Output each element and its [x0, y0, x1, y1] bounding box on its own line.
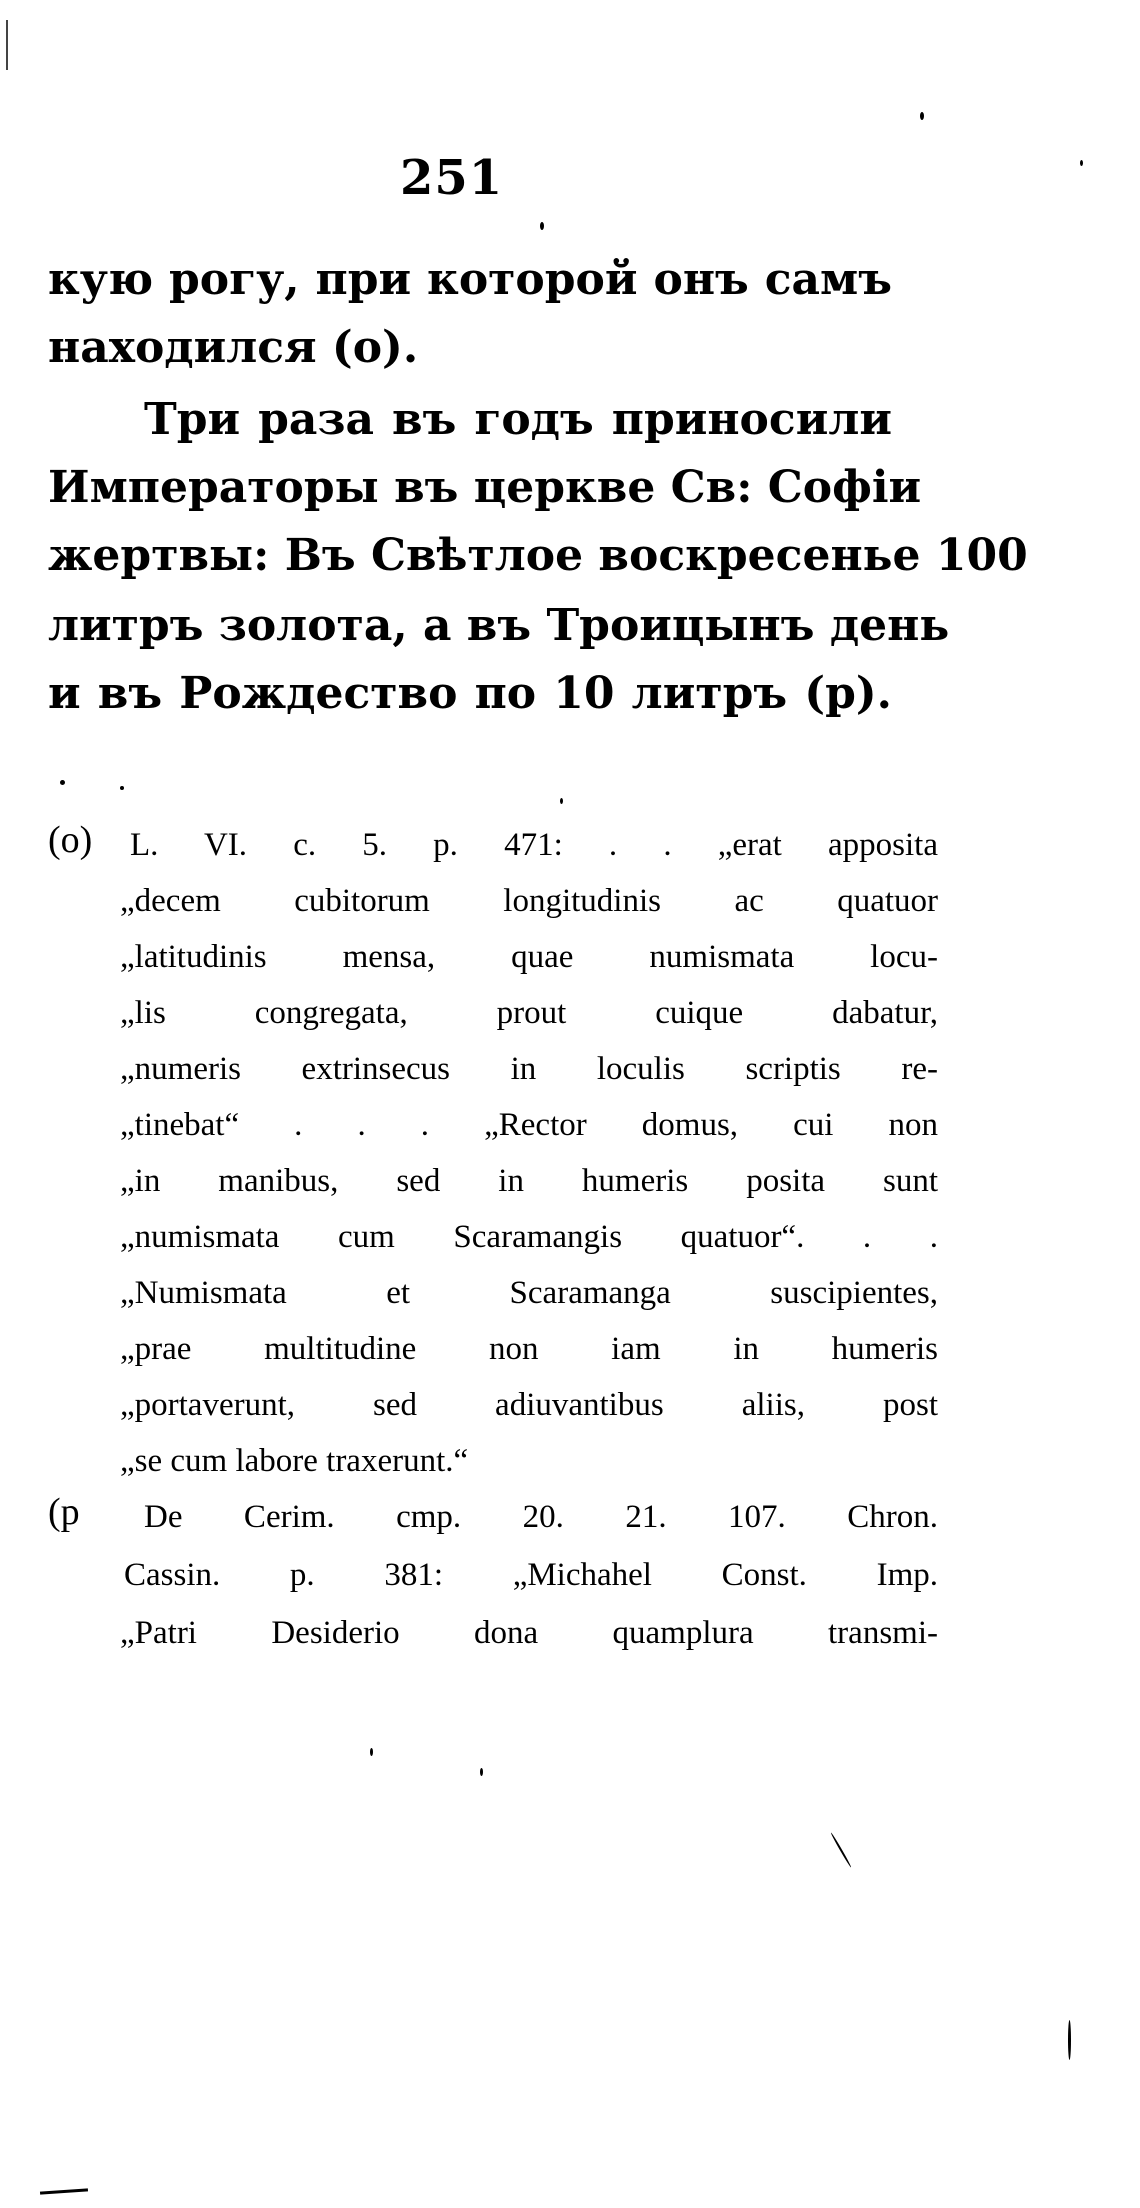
- scan-speck: [1068, 2020, 1071, 2060]
- footnote-line: Cassin. p. 381: „Michahel Const. Imp.: [124, 1557, 938, 1593]
- margin-rule: [6, 20, 8, 70]
- footnote-line: L. VI. c. 5. p. 471: . . „erat apposita: [130, 827, 938, 863]
- footnote-line: „prae multitudine non iam in humeris: [120, 1331, 938, 1367]
- scan-speck: [370, 1748, 373, 1756]
- main-text-line: находился (о).: [48, 322, 419, 373]
- footnote-line: „portaverunt, sed adiuvantibus aliis, post: [120, 1387, 938, 1423]
- scan-speck: [120, 786, 124, 790]
- main-text-line: Три раза въ годъ приносили: [144, 394, 892, 445]
- footnote-line: „latitudinis mensa, quae numismata locu-: [120, 939, 938, 975]
- scan-speck: [60, 780, 65, 785]
- footnote-line: „decem cubitorum longitudinis ac quatuor: [120, 883, 938, 919]
- main-text-line: и въ Рождество по 10 литръ (р).: [48, 668, 892, 719]
- scan-mark: [40, 2188, 88, 2194]
- footnote-line: „lis congregata, prout cuique dabatur,: [120, 995, 938, 1031]
- main-text-line: литръ золота, а въ Троицынъ день: [48, 600, 950, 651]
- footnote-line: „Numismata et Scaramanga suscipientes,: [120, 1275, 938, 1311]
- footnote-line: „in manibus, sed in humeris posita sunt: [120, 1163, 938, 1199]
- scan-speck: [480, 1768, 483, 1776]
- scan-speck: [560, 798, 563, 804]
- footnote-marker: (p: [48, 1491, 80, 1533]
- footnote-line: „tinebat“ . . . „Rector domus, cui non: [120, 1107, 938, 1143]
- scan-speck: [1080, 160, 1083, 166]
- scan-speck: [920, 112, 924, 120]
- footnote-line: De Cerim. cmp. 20. 21. 107. Chron.: [144, 1499, 938, 1535]
- scan-speck: [830, 1832, 852, 1868]
- main-text-line: жертвы: Въ Свѣтлое воскресенье 100: [48, 530, 1028, 581]
- footnote-line: „se cum labore traxerunt.“: [120, 1443, 469, 1479]
- footnote-marker: (o): [48, 819, 93, 861]
- footnote-line: „numismata cum Scaramangis quatuor“. . .: [120, 1219, 938, 1255]
- footnote-line: „Patri Desiderio dona quamplura transmi-: [120, 1615, 938, 1651]
- footnote-line: „numeris extrinsecus in loculis scriptis re-: [120, 1051, 938, 1087]
- page-number: 251: [400, 150, 504, 206]
- scan-speck: [540, 222, 544, 230]
- main-text-line: Императоры въ церкве Св: Софіи: [48, 462, 922, 513]
- main-text-line: кую рогу, при которой онъ самъ: [48, 254, 892, 305]
